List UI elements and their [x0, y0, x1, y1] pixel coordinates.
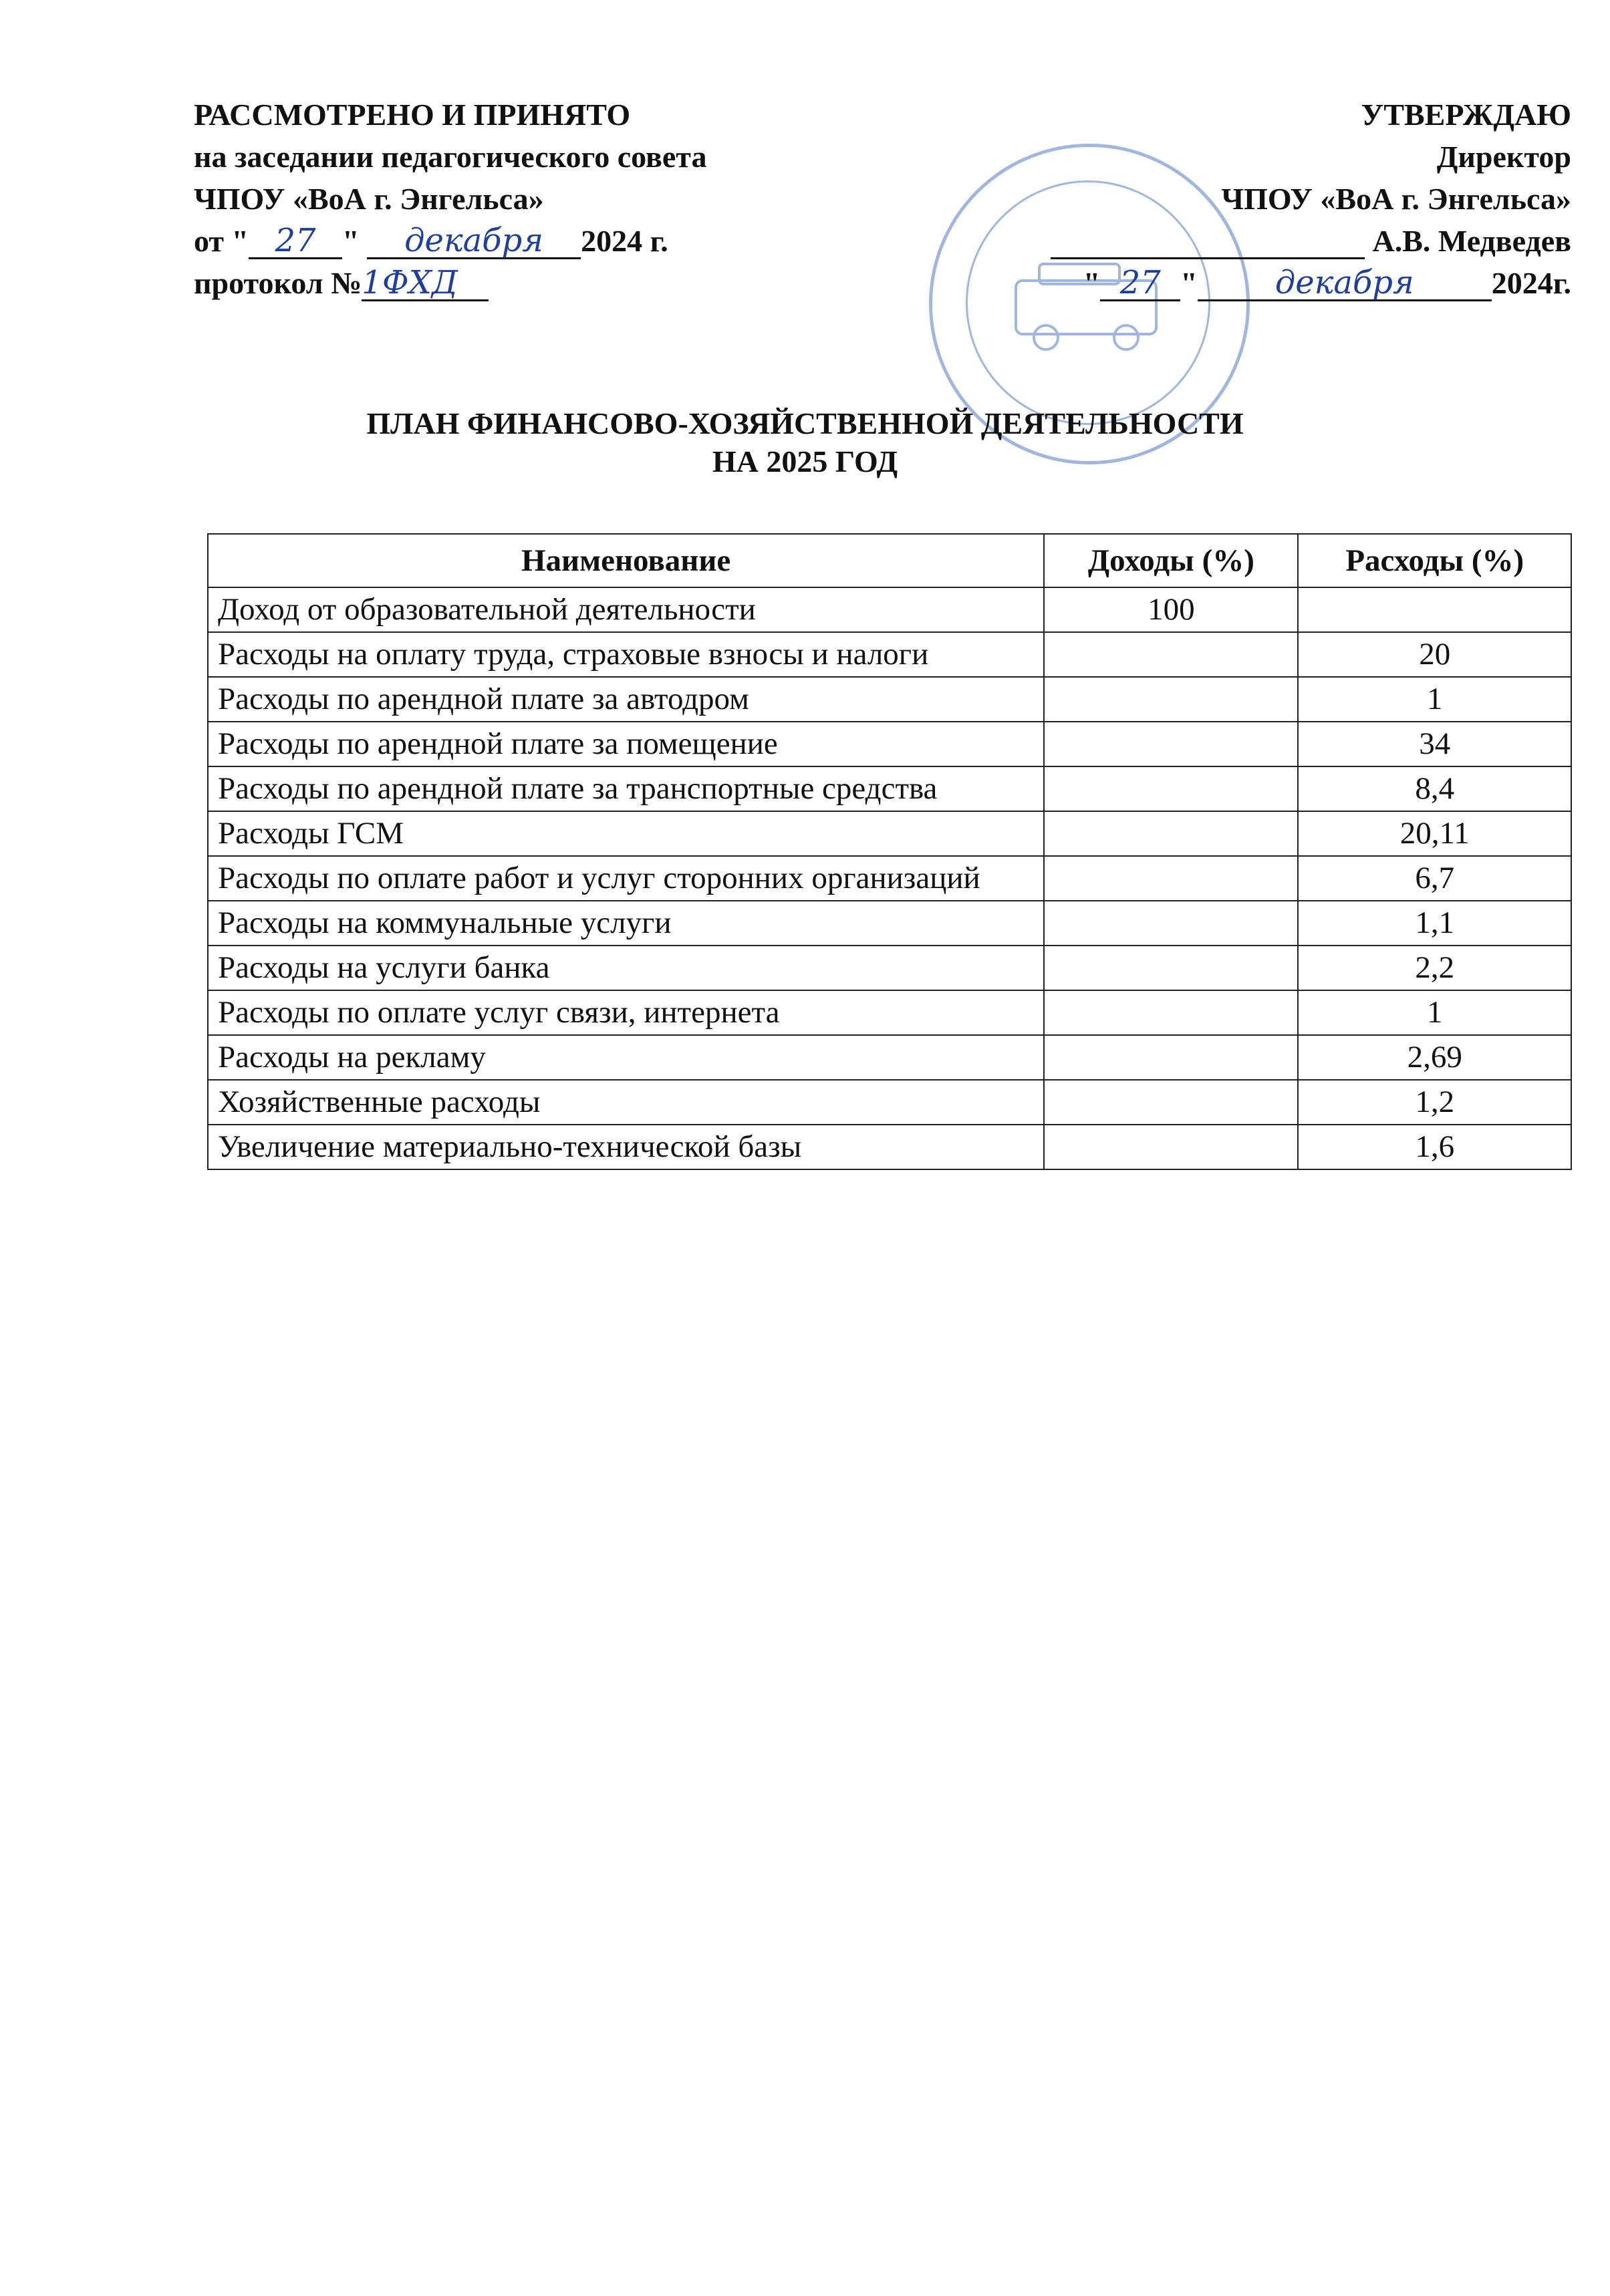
date-year: 2024 г. [581, 224, 668, 258]
approval-left-protocol [194, 262, 996, 304]
approval-left-date [194, 220, 996, 262]
table-row [208, 1080, 1571, 1125]
row-income [1044, 811, 1298, 856]
approval-right-heading: УТВЕРЖДАЮ [1361, 98, 1571, 132]
approval-right-org: ЧПОУ «ВоА г. Энгельса» [1221, 182, 1571, 216]
row-expense: 34 [1298, 722, 1571, 766]
row-income [1044, 677, 1298, 722]
approval-right-date [903, 262, 1571, 304]
date-mid: " [342, 224, 368, 258]
row-income: 100 [1044, 587, 1298, 632]
handwritten-month: декабря [1198, 266, 1492, 301]
document-title [0, 404, 1610, 480]
row-income [1044, 990, 1298, 1035]
row-expense: 2,2 [1298, 946, 1571, 990]
row-income [1044, 722, 1298, 766]
table-row [208, 856, 1571, 901]
row-income [1044, 632, 1298, 677]
row-name: Расходы ГСМ [208, 811, 1044, 856]
approval-block-left [194, 94, 996, 304]
title-line-2: НА 2025 ГОД [712, 444, 898, 478]
handwritten-day: 27 [249, 224, 342, 259]
row-expense: 20 [1298, 632, 1571, 677]
table-row [208, 632, 1571, 677]
row-expense: 1 [1298, 990, 1571, 1035]
row-name: Расходы по оплате работ и услуг сторонних организаций [208, 856, 1044, 901]
row-income [1044, 1080, 1298, 1125]
table-row [208, 1125, 1571, 1169]
row-expense: 1,1 [1298, 901, 1571, 946]
row-name: Хозяйственные расходы [208, 1080, 1044, 1125]
row-name: Доход от образовательной деятельности [208, 587, 1044, 632]
row-name: Увеличение материально-технической базы [208, 1125, 1044, 1169]
row-income [1044, 946, 1298, 990]
row-expense: 8,4 [1298, 766, 1571, 811]
row-expense: 1,2 [1298, 1080, 1571, 1125]
row-income [1044, 1125, 1298, 1169]
table-row [208, 766, 1571, 811]
row-income [1044, 856, 1298, 901]
row-name: Расходы по арендной плате за автодром [208, 677, 1044, 722]
table-row [208, 587, 1571, 632]
row-income [1044, 1035, 1298, 1080]
date-year: 2024г. [1491, 266, 1571, 300]
date-prefix: от " [194, 224, 249, 258]
approval-left-council: на заседании педагогического совета [194, 140, 707, 174]
header-income: Доходы (%) [1044, 534, 1298, 587]
row-name: Расходы по арендной плате за транспортные средства [208, 766, 1044, 811]
table-row [208, 901, 1571, 946]
date-mid: " [1180, 266, 1198, 300]
title-line-1: ПЛАН ФИНАНСОВО-ХОЗЯЙСТВЕННОЙ ДЕЯТЕЛЬНОСТИ [366, 406, 1244, 440]
row-name: Расходы по оплате услуг связи, интернета [208, 990, 1044, 1035]
row-name: Расходы на услуги банка [208, 946, 1044, 990]
header-expense: Расходы (%) [1298, 534, 1571, 587]
approval-left-org: ЧПОУ «ВоА г. Энгельса» [194, 182, 544, 216]
row-expense: 6,7 [1298, 856, 1571, 901]
row-name: Расходы по арендной плате за помещение [208, 722, 1044, 766]
table-row [208, 946, 1571, 990]
approval-block-right [903, 94, 1571, 304]
approval-right-signature [903, 220, 1571, 262]
date-prefix: " [1083, 266, 1101, 300]
header-name: Наименование [208, 534, 1044, 587]
table-row [208, 677, 1571, 722]
table-row [208, 990, 1571, 1035]
table-row [208, 1035, 1571, 1080]
handwritten-month: декабря [367, 224, 581, 259]
row-name: Расходы на коммунальные услуги [208, 901, 1044, 946]
handwritten-day: 27 [1100, 266, 1180, 301]
row-expense: 1 [1298, 677, 1571, 722]
row-name: Расходы на оплату труда, страховые взносы и налоги [208, 632, 1044, 677]
row-expense: 1,6 [1298, 1125, 1571, 1169]
row-expense [1298, 587, 1571, 632]
signature-line [1051, 224, 1365, 259]
row-name: Расходы на рекламу [208, 1035, 1044, 1080]
row-expense: 20,11 [1298, 811, 1571, 856]
row-expense: 2,69 [1298, 1035, 1571, 1080]
row-income [1044, 766, 1298, 811]
table-row [208, 722, 1571, 766]
handwritten-protocol-number: 1ФХД [362, 266, 489, 301]
approval-left-heading: РАССМОТРЕНО И ПРИНЯТО [194, 98, 631, 132]
director-name: А.В. Медведев [1372, 224, 1571, 258]
approval-right-position: Директор [1436, 140, 1571, 174]
table-header-row [208, 534, 1571, 587]
protocol-label: протокол № [194, 266, 362, 300]
financial-plan-table [207, 533, 1572, 1170]
table-row [208, 811, 1571, 856]
row-income [1044, 901, 1298, 946]
